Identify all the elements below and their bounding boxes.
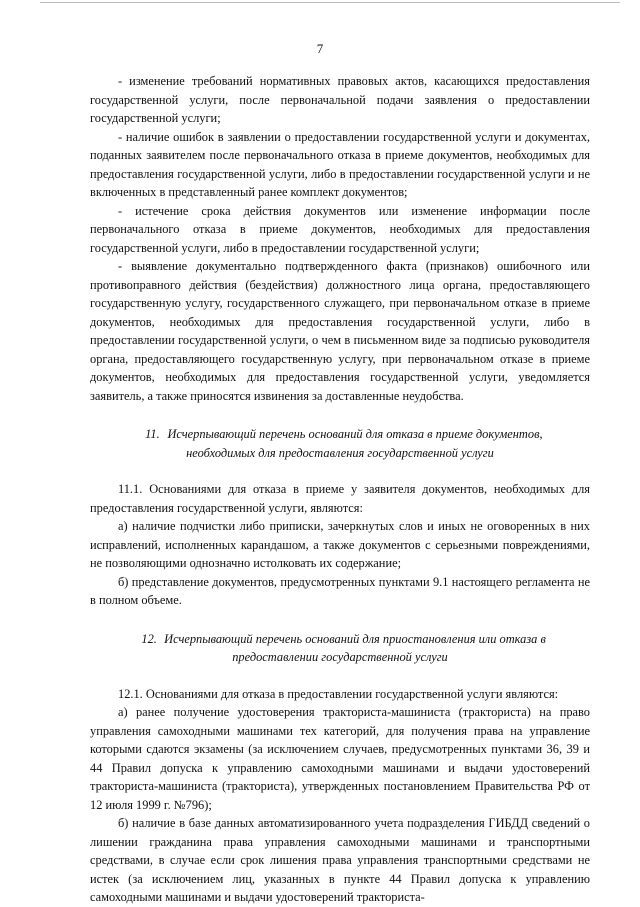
section-title-line: необходимых для предоставления государственной услуги xyxy=(186,445,494,460)
section-title-line: предоставлении государственной услуги xyxy=(232,650,448,664)
paragraph: 12.1. Основаниями для отказа в предоставлении государственной услуги являются: xyxy=(118,686,559,701)
section-number: 11. xyxy=(145,427,160,441)
scan-edge-line xyxy=(40,2,620,3)
paragraph: а) наличие подчистки либо приписки, зачеркнутых слов и иных не оговоренных в них исправлений, исполненных карандашом, а также документов с серьезными повреждениями, не позволяющими однозначно истолковать их содержание; xyxy=(90,519,590,570)
paragraph: - истечение срока действия документов или изменение информации после первоначального отказа в приеме документов, необходимых для предоставления государственной услуги, либо в предоставлении государственной услуги; xyxy=(90,203,590,255)
paragraph: а) ранее получение удостоверения тракториста-машиниста (тракториста) на право управления самоходными машинами тех категорий, для получения права на управление которыми сдаются экзамены (за исключением случаев, предусмотренных пунктами 36, 39 и 44 Правил допуска к управлению самоходными машинами и выдачи удостоверений тракториста-машиниста (тракториста), утвержденных постановлением Правительства РФ от 12 июля 1999 г. №796); xyxy=(90,705,590,812)
page-number: 7 xyxy=(316,41,324,56)
paragraph: б) представление документов, предусмотренных пунктами 9.1 настоящего регламента не в полном объеме. xyxy=(90,574,590,607)
section-title-line: Исчерпывающий перечень оснований для приостановления или отказа в xyxy=(164,631,546,646)
section-title-line: Исчерпывающий перечень оснований для отказа в приеме документов, xyxy=(167,427,543,441)
paragraph: - наличие ошибок в заявлении о предоставлении государственной услуги и документах, поданных заявителем после первоначального отказа в приеме документов, необходимых для предоставления государственной услуги, либо в предоставлении государственной услуги и не включенных в представленный ранее комплект документов; xyxy=(90,129,590,199)
paragraph: - выявление документально подтвержденного факта (признаков) ошибочного или противоправного действия (бездействия) должностного лица органа, предоставляющего государственную услугу, государственного служащего, при первоначальном отказе в приеме документов, необходимых для предоставления государственной услуги, либо в предоставлении государственной услуги, о чем в письменном виде за подписью руководителя органа, предоставляющего государственную услугу, при первоначальном отказе в приеме документов, необходимых для предоставления государственной услуги, уведомляется заявитель, а также приносятся извинения за доставленные неудобства. xyxy=(90,259,590,403)
paragraph: б) наличие в базе данных автоматизированного учета подразделения ГИБДД сведений о лишении гражданина права управления самоходными машинами и транспортными средствами, в случае если срок лишения права управления транспортными средствами не истек (за исключением лиц, указанных в пункте 44 Правил допуска к управлению самоходными машинами и выдачи удостоверений тракториста- xyxy=(90,816,590,904)
section-number: 12. xyxy=(141,631,157,646)
section-heading-12 xyxy=(90,630,590,649)
paragraph: - изменение требований нормативных правовых актов, касающихся предоставления государственной услуги, после первоначальной подачи заявления о предоставлении государственной услуги; xyxy=(90,74,590,125)
section-heading-11 xyxy=(90,425,590,444)
paragraph: 11.1. Основаниями для отказа в приеме у заявителя документов, необходимых для предоставления государственной услуги, являются: xyxy=(90,482,590,515)
document-body xyxy=(90,72,590,907)
